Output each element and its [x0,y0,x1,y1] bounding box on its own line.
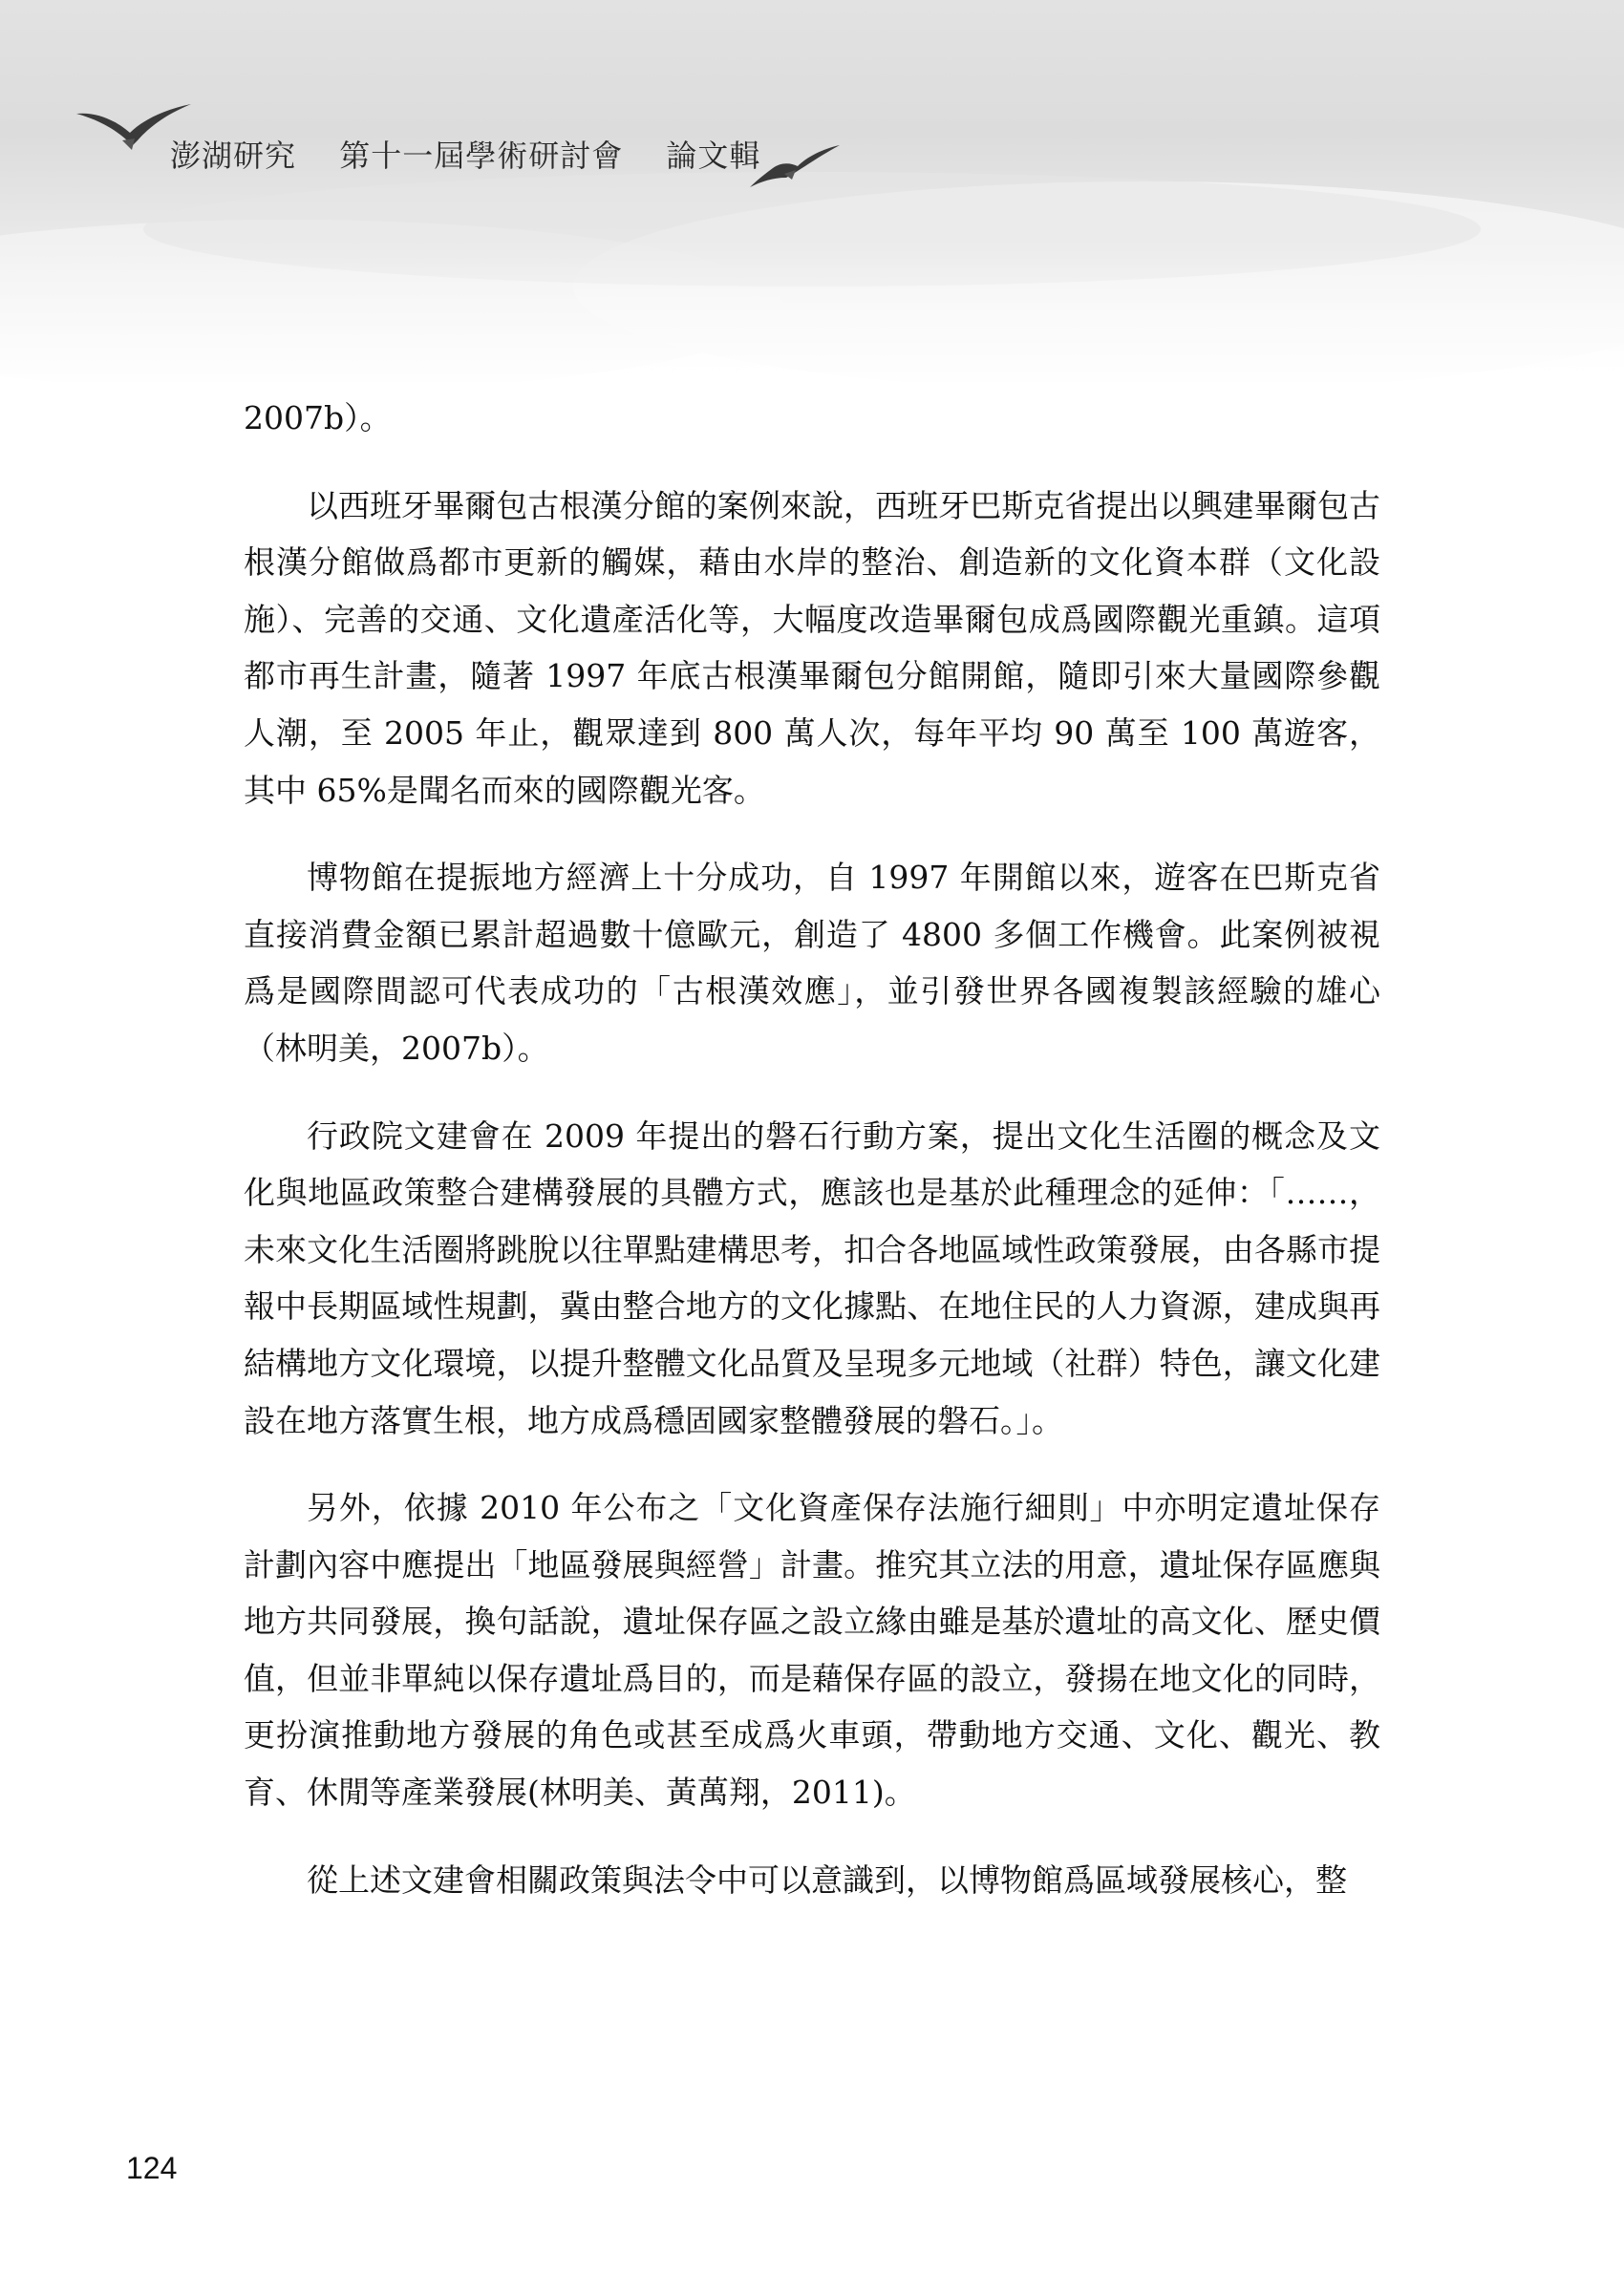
paragraph-continuation: 2007b）。 [244,399,392,436]
paragraph: 以西班牙畢爾包古根漢分館的案例來說，西班牙巴斯克省提出以興建畢爾包古根漢分館做爲都市更新的觸媒，藉由水岸的整治、創造新的文化資本群（文化設施）、完善的交通、文化遺產活化等，大幅度改造畢爾包成爲國際觀光重鎮。這項都市再生計畫，隨著 1997 年底古根漢畢爾包分館開館，隨即引來大量國際參觀人潮，至 2005 年止，觀眾達到 800 萬人次，每年平均 90 萬至 100 萬遊客，其中 65%是聞名而來的國際觀光客。 [244,486,1380,809]
conference-title: 第十一屆學術研討會 [339,138,624,174]
running-head [170,132,760,176]
paragraph: 另外，依據 2010 年公布之「文化資產保存法施行細則」中亦明定遺址保存計劃內容中應提出「地區發展與經營」計畫。推究其立法的用意，遺址保存區應與地方共同發展，換句話說，遺址保存區之設立緣由雖是基於遺址的高文化、歷史價值，但並非單純以保存遺址爲目的，而是藉保存區的設立，發揚在地文化的同時，更扮演推動地方發展的角色或甚至成爲火車頭，帶動地方交通、文化、觀光、教育、休閒等產業發展(林明美、黃萬翔，2011)。 [244,1489,1380,1812]
paragraph: 行政院文建會在 2009 年提出的磐石行動方案，提出文化生活圈的概念及文化與地區政策整合建構發展的具體方式，應該也是基於此種理念的延伸：「……，未來文化生活圈將跳脫以往單點建構思考，扣合各地區域性政策發展，由各縣市提報中長期區域性規劃，冀由整合地方的文化據點、在地住民的人力資源，建成與再結構地方文化環境，以提升整體文化品質及呈現多元地域（社群）特色，讓文化建設在地方落實生根，地方成爲穩固國家整體發展的磐石。」。 [244,1116,1380,1439]
paragraph: 博物館在提振地方經濟上十分成功，自 1997 年開館以來，遊客在巴斯克省直接消費金額已累計超過數十億歐元，創造了 4800 多個工作機會。此案例被視爲是國際間認可代表成功的「古根漢效應」，並引發世界各國複製該經驗的雄心（林明美，2007b）。 [244,859,1380,1067]
paragraph: 從上述文建會相關政策與法令中可以意識到，以博物館爲區域發展核心，整 [307,1860,1347,1899]
header-band [0,0,1624,382]
seagull-icon [748,141,844,191]
collection-title: 論文輯 [666,138,761,174]
body-text [244,390,1380,1939]
sky-background [0,0,1624,382]
page-number: 124 [126,2151,178,2185]
journal-title: 澎湖研究 [170,138,297,174]
